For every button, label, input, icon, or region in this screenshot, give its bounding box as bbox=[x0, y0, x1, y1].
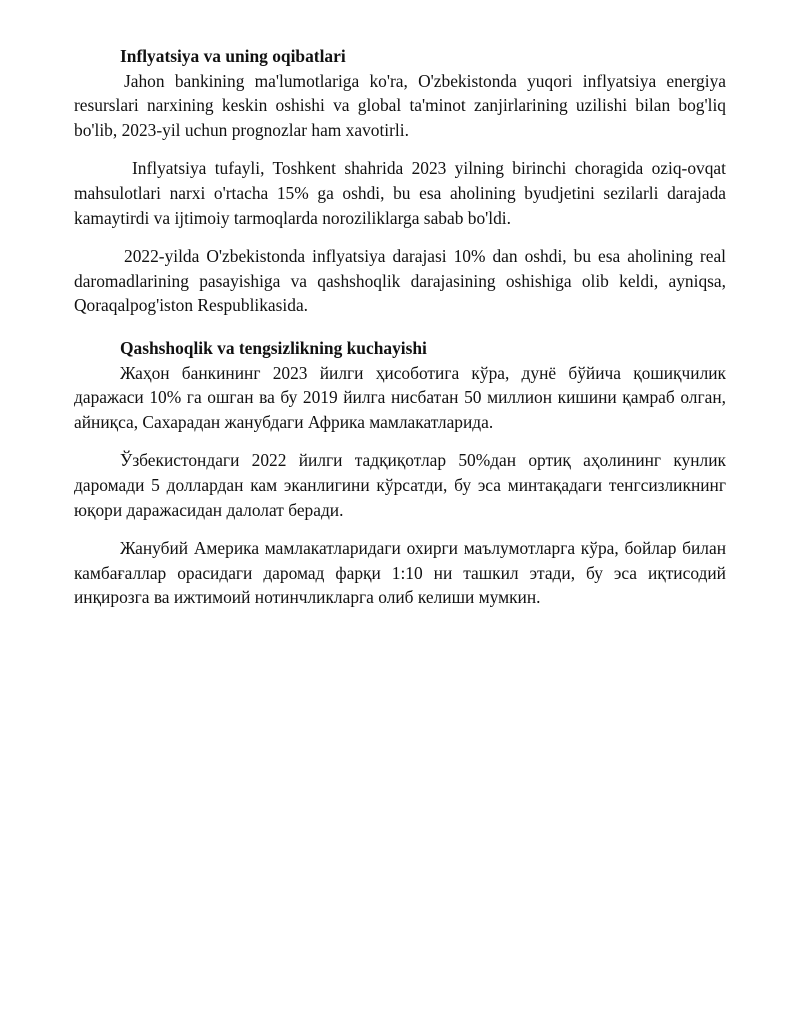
document-page bbox=[74, 44, 726, 610]
section-spacer bbox=[74, 318, 726, 336]
paragraph-spacer bbox=[74, 522, 726, 536]
paragraph: Jahon bankining ma'lumotlariga ko'ra, O'zbekistonda yuqori inflyatsiya energiya resurslari narxining keskin oshishi va global ta'minot zanjirlarining uzilishi bilan bog'liq bo'lib, 2023-yil uchun prognozlar ham xavotirli. bbox=[74, 70, 726, 140]
paragraph: 2022-yilda O'zbekistonda inflyatsiya darajasi 10% dan oshdi, bu esa aholining real daromadlarining pasayishiga va qashshoqlik darajasining oshishiga olib keldi, ayniqsa, Qoraqalpog'iston Respublikasida. bbox=[74, 246, 726, 316]
section-heading-inflation: Inflyatsiya va uning oqibatlari bbox=[120, 46, 346, 66]
paragraph: Inflyatsiya tufayli, Toshkent shahrida 2023 yilning birinchi choragida oziq-ovqat mahsulotlari narxi o'rtacha 15% ga oshdi, bu esa aholining byudjetini sezilarli darajada kamaytirdi va ijtimoiy tarmoqlarda noroziliklarga sabab bo'ldi. bbox=[74, 158, 726, 228]
section-heading-poverty: Qashshoqlik va tengsizlikning kuchayishi bbox=[120, 337, 427, 358]
paragraph: Жанубий Америка мамлакатларидаги охирги маълумотларга кўра, бойлар билан камбағаллар орасидаги даромад фарқи 1:10 ни ташкил этади, бу эса иқтисодий инқирозга ва ижтимоий нотинчликларга олиб келиши мумкин. bbox=[74, 538, 726, 608]
paragraph-spacer bbox=[74, 434, 726, 448]
paragraph-spacer bbox=[74, 230, 726, 244]
paragraph-spacer bbox=[74, 142, 726, 156]
paragraph: Ўзбекистондаги 2022 йилги тадқиқотлар 50%дан ортиқ аҳолининг кунлик даромади 5 доллардан кам эканлигини кўрсатди, бу эса минтақадаги тенгсизликнинг юқори даражасидан далолат беради. bbox=[74, 450, 726, 520]
paragraph: Жаҳон банкининг 2023 йилги ҳисоботига кўра, дунё бўйича қошиқчилик даражаси 10% га ошган ва бу 2019 йилга нисбатан 50 миллион кишини қамраб олган, айниқса, Сахарадан жанубдаги Африка мамлакатларида. bbox=[74, 362, 726, 432]
